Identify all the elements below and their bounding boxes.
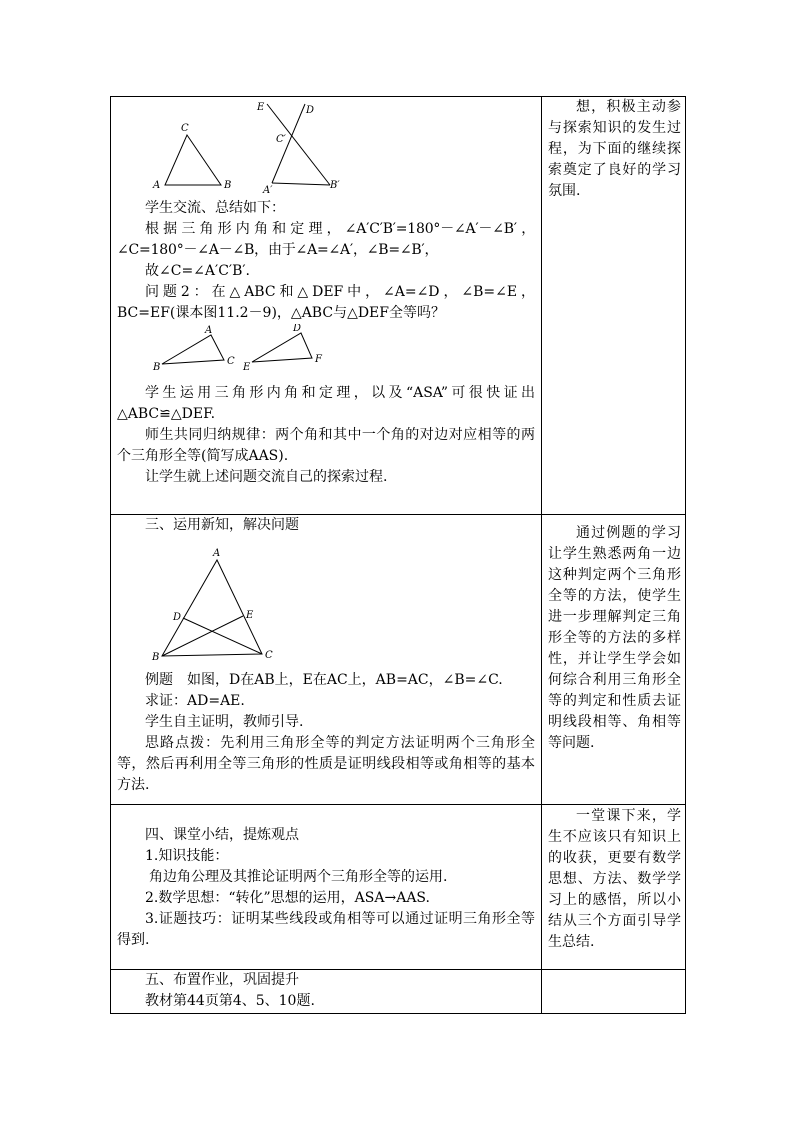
paragraph: 例题 如图，D在AB上，E在AC上，AB=AC，∠B=∠C. [145,672,503,688]
summary-item: 角边角公理及其推论证明两个三角形全等的运用. [149,869,448,885]
side-note: 通过例题的学习让学生熟悉两角一边这种判定两个三角形全等的方法，使学生进一步理解判定三角形全等的方法的多样性，并让学生学会如何综合利用三角形全等的判定和性质去证明线段相等、角相等等问题. [548,525,681,751]
label-b: B [152,652,160,660]
section-heading: 四、课堂小结，提炼观点 [145,827,299,843]
figure-triangles-abc-abc-prime [117,97,447,193]
paragraph: 故∠C=∠A′C′B′. [145,263,250,279]
side-note-cell [542,805,686,970]
paragraph: 求证：AD=AE. [145,693,245,709]
label-e: E [243,362,251,373]
label-b-prime: B′ [330,180,340,191]
side-note: 一堂课下来，学生不应该只有知识上的收获，更要有数学思想、方法、数学学习上的感悟，所以小结从三个方面引导学生总结. [548,808,681,950]
paragraph: 让学生就上述问题交流自己的探索过程. [145,469,388,485]
paragraph: 根据三角形内角和定理，∠A′C′B′=180°－∠A′－∠B′，∠C=180°－∠A－∠B，由于∠A=∠A′，∠B=∠B′， [117,221,535,258]
label-b: B [224,180,232,191]
summary-item: 3.证题技巧：证明某些线段或角相等可以通过证明三角形全等得到. [117,911,535,948]
side-note-cell [542,970,686,1014]
label-c: C [181,123,189,134]
paragraph: 思路点拨：先利用三角形全等的判定方法证明两个三角形全等，然后再利用全等三角形的性质是证明线段相等或角相等的基本方法. [117,735,535,793]
label-e: E [246,610,254,621]
label-a: A [205,325,213,336]
label-c-prime: C′ [276,134,286,145]
label-b: B [153,362,161,373]
figure-triangle-abc-de [117,536,447,660]
homework-text: 教材第44页第4、5、10题. [145,993,315,1009]
table-row [111,515,686,805]
label-d: D [293,324,302,334]
label-d: D [306,105,315,116]
section-heading: 五、布置作业，巩固提升 [145,972,299,988]
label-a: A [153,180,161,191]
section-heading: 三、运用新知，解决问题 [145,517,299,533]
side-note: 想，积极主动参与探索知识的发生过程，为下面的继续探索奠定了良好的学习氛围. [548,99,681,199]
paragraph: 问题2：在△ABC和△DEF中，∠A=∠D，∠B=∠E，BC=EF(课本图11.2－9)，△ABC与△DEF全等吗？ [117,284,535,321]
label-c: C [265,650,273,660]
label-f: F [315,354,322,365]
paragraph: 学生运用三角形内角和定理，以及“ASA”可很快证出△ABC≌△DEF. [117,385,535,422]
summary-item: 2.数学思想：“转化”思想的运用，ASA→AAS. [145,890,430,906]
label-a: A [213,548,221,559]
main-cell [111,970,542,1014]
label-a-prime: A′ [263,185,273,193]
label-c: C [227,356,235,367]
label-d: D [173,612,182,623]
paragraph: 学生交流、总结如下： [145,200,285,216]
paragraph: 师生共同归纳规律：两个角和其中一个角的对边对应相等的两个三角形全等(简写成AAS). [117,427,535,464]
main-cell [111,97,542,515]
side-note-cell [542,97,686,515]
summary-item: 1.知识技能： [145,848,229,864]
paragraph: 学生自主证明，教师引导. [145,714,304,730]
figure-triangles-abc-def [117,324,447,374]
lesson-plan-table [110,96,686,1014]
side-note-cell [542,515,686,805]
table-row [111,970,686,1014]
table-row [111,97,686,515]
main-cell [111,515,542,805]
main-cell [111,805,542,970]
label-e: E [257,102,265,113]
table-row [111,805,686,970]
